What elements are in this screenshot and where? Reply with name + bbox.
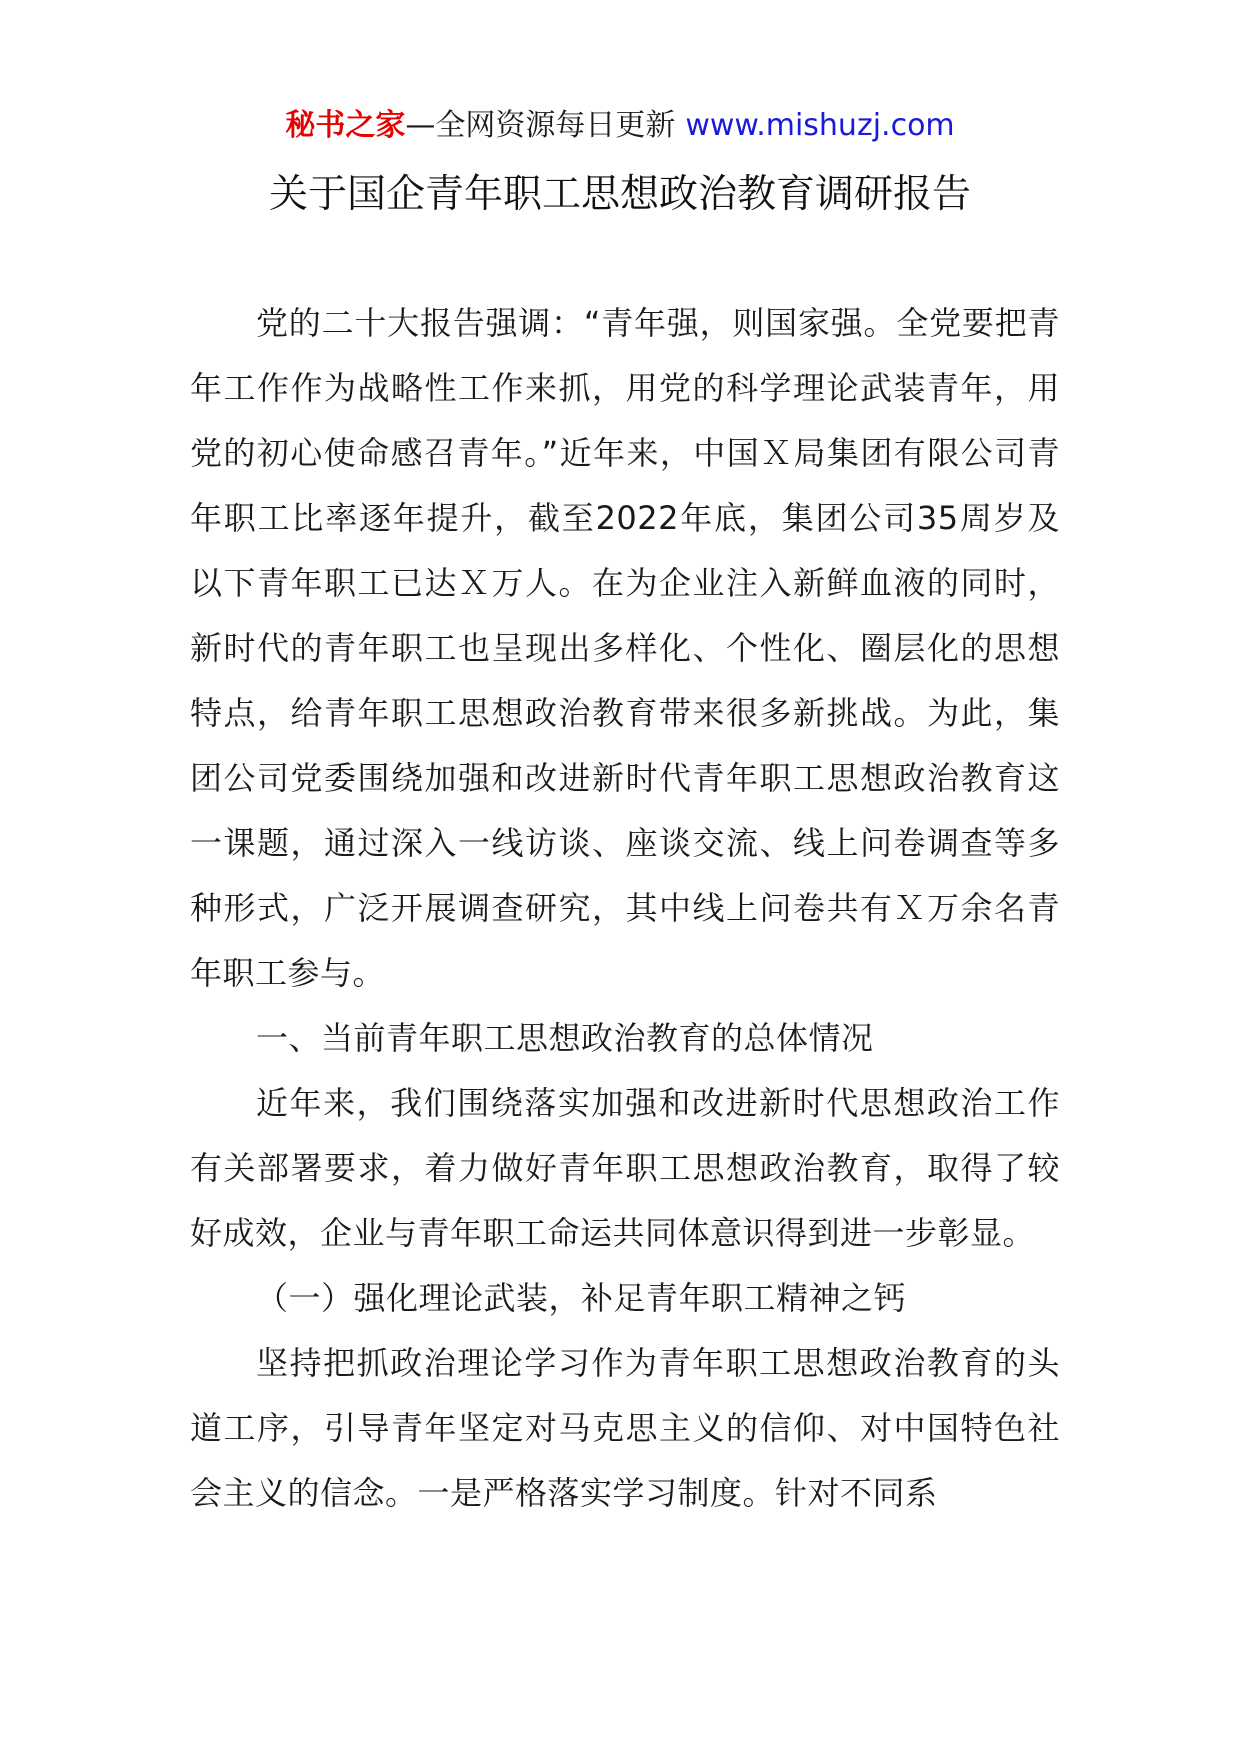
document-title: 关于国企青年职工思想政治教育调研报告 bbox=[268, 172, 971, 217]
document-body bbox=[190, 291, 1060, 1526]
section-1-paragraph: 近年来，我们围绕落实加强和改进新时代思想政治工作有关部署要求，着力做好青年职工思想政治教育，取得了较好成效，企业与青年职工命运共同体意识得到进一步彰显。 bbox=[190, 1084, 1060, 1252]
subsection-heading-1: （一）强化理论武装，补足青年职工精神之钙 bbox=[256, 1279, 907, 1317]
header-slogan: —全网资源每日更新 bbox=[405, 108, 676, 143]
site-url-link[interactable]: www.mishuzj.com bbox=[685, 108, 955, 143]
intro-paragraph: 党的二十大报告强调：“青年强，则国家强。全党要把青年工作作为战略性工作来抓，用党的科学理论武装青年，用党的初心使命感召青年。”近年来，中国Ｘ局集团有限公司青年职工比率逐年提升，截至2022年底，集团公司35周岁及以下青年职工已达Ｘ万人。在为企业注入新鲜血液的同时，新时代的青年职工也呈现出多样化、个性化、圈层化的思想特点，给青年职工思想政治教育带来很多新挑战。为此，集团公司党委围绕加强和改进新时代青年职工思想政治教育这一课题，通过深入一线访谈、座谈交流、线上问卷调查等多种形式，广泛开展调查研究，其中线上问卷共有Ｘ万余名青年职工参与。 bbox=[190, 304, 1060, 992]
section-heading-1: 一、当前青年职工思想政治教育的总体情况 bbox=[256, 1019, 874, 1057]
site-header bbox=[0, 106, 1240, 146]
brand-name: 秘书之家 bbox=[285, 108, 406, 143]
subsection-1-paragraph: 坚持把抓政治理论学习作为青年职工思想政治教育的头道工序，引导青年坚定对马克思主义的信仰、对中国特色社会主义的信念。一是严格落实学习制度。针对不同系 bbox=[190, 1344, 1060, 1512]
